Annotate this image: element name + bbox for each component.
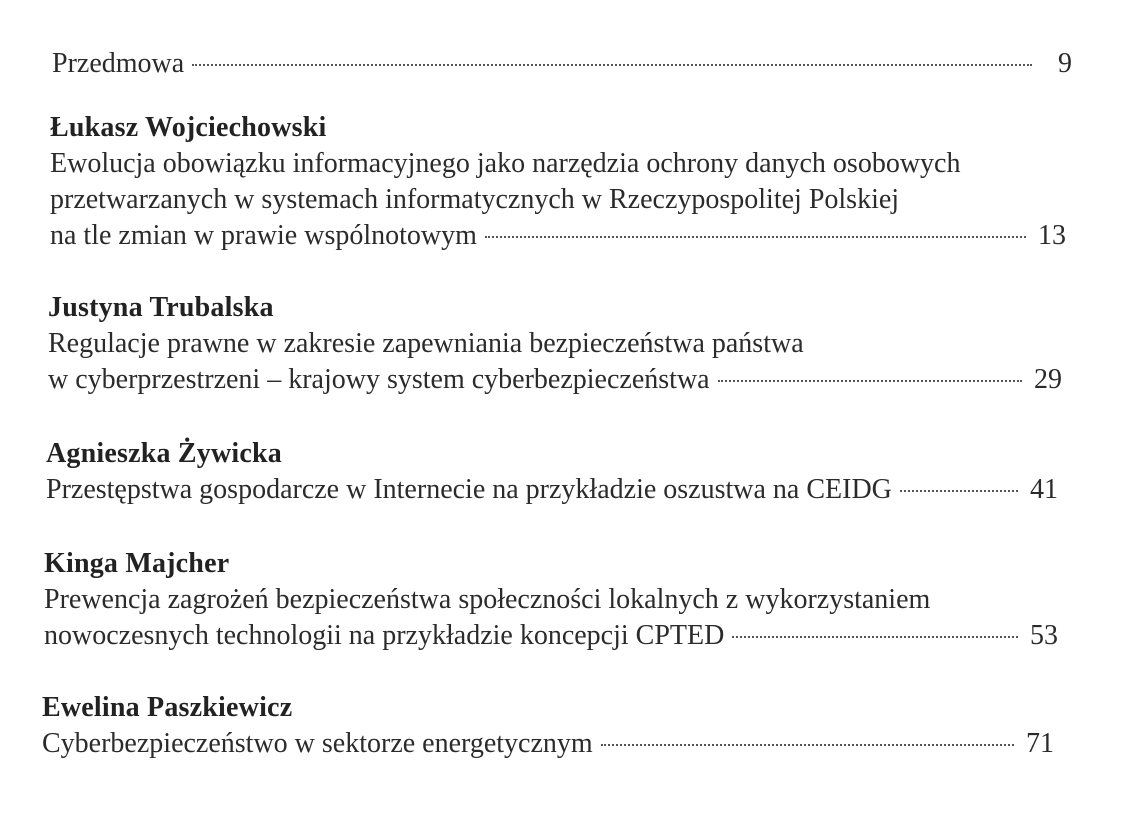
toc-entry bbox=[48, 290, 1062, 398]
toc-entry bbox=[50, 110, 1066, 254]
title-text: w cyberprzestrzeni – krajowy system cyberbezpieczeństwa bbox=[48, 364, 710, 395]
title-last-line bbox=[42, 726, 1054, 762]
title-last-line bbox=[48, 362, 1062, 398]
title-last-line bbox=[50, 218, 1066, 254]
author-name: Kinga Majcher bbox=[44, 548, 230, 579]
page-number: 9 bbox=[1058, 48, 1072, 79]
title-line: przetwarzanych w systemach informatycznych w Rzeczypospolitej Polskiej bbox=[50, 184, 900, 215]
dot-leader bbox=[601, 744, 1014, 746]
title-line: Ewolucja obowiązku informacyjnego jako narzędzia ochrony danych osobowych bbox=[50, 148, 961, 179]
title-text: nowoczesnych technologii na przykładzie koncepcji CPTED bbox=[44, 620, 725, 651]
dot-leader bbox=[900, 490, 1018, 492]
title-line: Regulacje prawne w zakresie zapewniania bezpieczeństwa państwa bbox=[48, 328, 804, 359]
author-name: Ewelina Paszkiewicz bbox=[42, 692, 293, 723]
page-number: 13 bbox=[1038, 220, 1066, 251]
page-number: 71 bbox=[1026, 728, 1054, 759]
page-number: 29 bbox=[1034, 364, 1062, 395]
toc-entry-title-line bbox=[52, 46, 1072, 82]
title-last-line bbox=[44, 618, 1058, 654]
dot-leader bbox=[192, 64, 1032, 66]
toc-entry bbox=[46, 436, 1058, 508]
title-text: Cyberbezpieczeństwo w sektorze energetycznym bbox=[42, 728, 593, 759]
author-name: Agnieszka Żywicka bbox=[46, 438, 282, 469]
title-line: Prewencja zagrożeń bezpieczeństwa społeczności lokalnych z wykorzystaniem bbox=[44, 584, 931, 615]
author-name: Łukasz Wojciechowski bbox=[50, 112, 327, 143]
author-name: Justyna Trubalska bbox=[48, 292, 274, 323]
toc-entry-preface bbox=[52, 46, 1072, 82]
dot-leader bbox=[718, 380, 1022, 382]
page-number: 53 bbox=[1030, 620, 1058, 651]
dot-leader bbox=[732, 636, 1018, 638]
page-number: 41 bbox=[1030, 474, 1058, 505]
toc-entry-title: Przedmowa bbox=[52, 48, 185, 79]
dot-leader bbox=[485, 236, 1026, 238]
toc-entry bbox=[42, 690, 1054, 762]
toc-entry bbox=[44, 546, 1058, 654]
title-last-line bbox=[46, 472, 1058, 508]
title-text: na tle zmian w prawie wspólnotowym bbox=[50, 220, 477, 251]
title-text: Przestępstwa gospodarcze w Internecie na przykładzie oszustwa na CEIDG bbox=[46, 474, 892, 505]
